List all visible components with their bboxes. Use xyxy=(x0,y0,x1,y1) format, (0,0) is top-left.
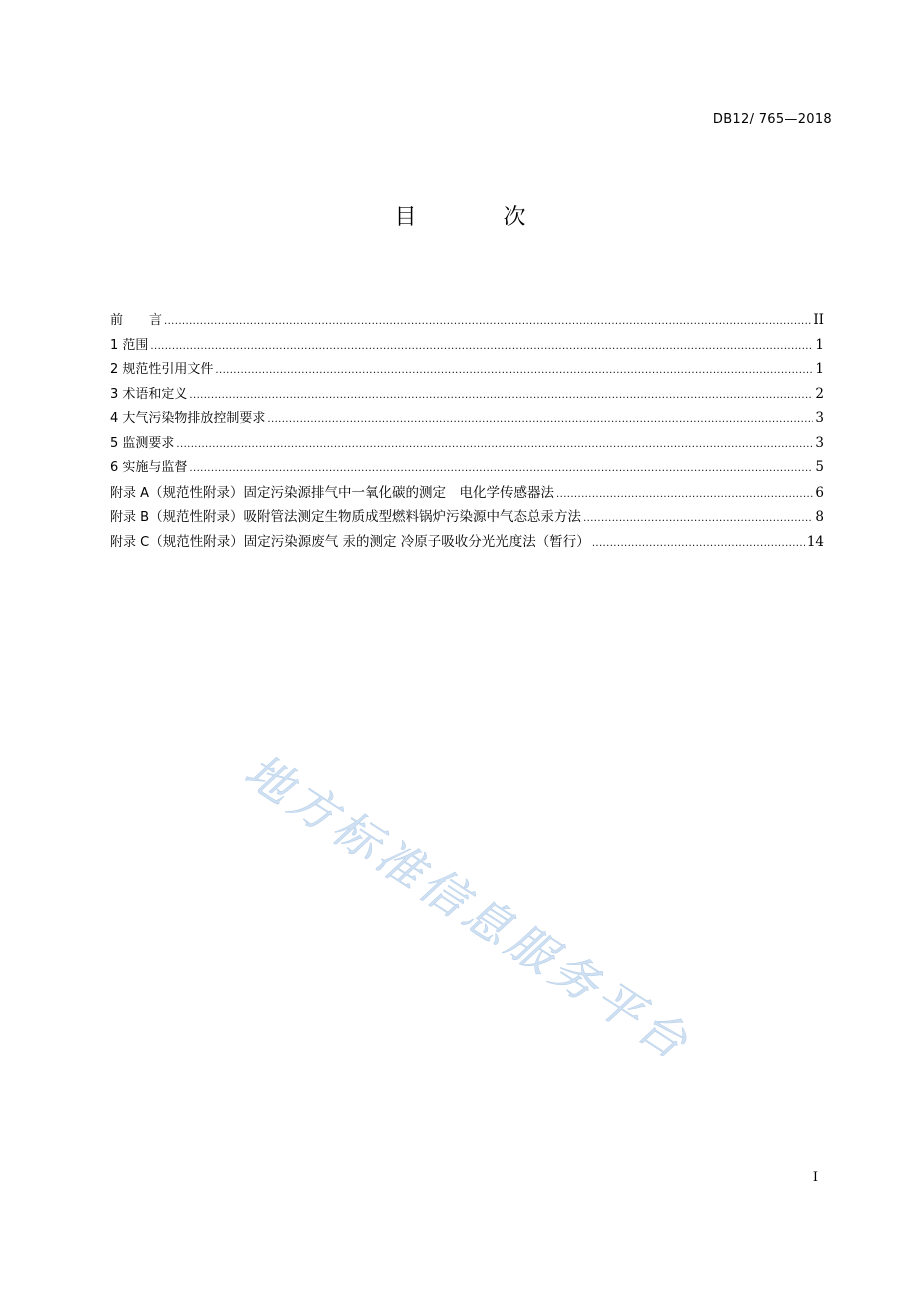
dot-leader xyxy=(189,390,813,401)
dot-leader xyxy=(150,341,813,352)
toc-entry-3[interactable] xyxy=(110,383,824,408)
toc-entry-label: 3 术语和定义 xyxy=(110,386,188,402)
toc-entry-label xyxy=(110,481,554,501)
toc-entry-label: 6 实施与监督 xyxy=(110,460,188,475)
appendix-title: （规范性附录）固定污染源废气 汞的测定 冷原子吸收分光光度法（暂行） xyxy=(149,533,590,550)
dot-leader xyxy=(556,489,813,500)
toc-entry-5[interactable] xyxy=(110,432,824,457)
appendix-id: 附录 C xyxy=(110,534,150,550)
toc-entry-label xyxy=(110,530,590,550)
toc-entry-page: 1 xyxy=(815,336,824,353)
toc-entry-label: 1 范围 xyxy=(110,337,149,353)
toc-entry-preface[interactable] xyxy=(110,309,824,334)
toc-entry-4[interactable] xyxy=(110,407,824,432)
toc-entry-appendix-a[interactable] xyxy=(110,481,824,506)
dot-leader xyxy=(583,513,813,524)
appendix-id: 附录 A xyxy=(110,485,150,501)
toc-entry-6[interactable] xyxy=(110,456,824,481)
watermark: 地方标准信息服务平台 xyxy=(235,743,702,1072)
toc-entry-label: 前 言 xyxy=(110,313,163,328)
toc-entry-label: 2 规范性引用文件 xyxy=(110,362,214,377)
toc-entry-page: 14 xyxy=(806,533,824,550)
toc-entry-page: 1 xyxy=(815,361,824,377)
standard-code: DB12/ 765—2018 xyxy=(712,112,832,127)
toc-entry-page: 3 xyxy=(815,410,824,426)
toc-entry-page: 5 xyxy=(815,459,824,475)
toc-entry-page: II xyxy=(813,312,824,328)
toc-entry-1[interactable] xyxy=(110,334,824,359)
toc-entry-page: 6 xyxy=(815,484,824,501)
dot-leader xyxy=(176,439,813,450)
dot-leader xyxy=(267,414,813,425)
toc-entry-label: 5 监测要求 xyxy=(110,435,175,451)
toc-entry-appendix-b[interactable] xyxy=(110,505,824,530)
toc-entry-2[interactable] xyxy=(110,358,824,383)
toc-entry-label xyxy=(110,505,581,525)
toc-entry-label: 4 大气污染物排放控制要求 xyxy=(110,411,266,426)
toc-entry-appendix-c[interactable] xyxy=(110,530,824,555)
dot-leader xyxy=(164,316,811,327)
appendix-title: （规范性附录）固定污染源排气中一氧化碳的测定 电化学传感器法 xyxy=(149,484,555,501)
dot-leader xyxy=(189,463,813,474)
toc-title: 目 次 xyxy=(394,205,566,230)
toc-entry-page: 8 xyxy=(815,509,824,525)
appendix-title: （规范性附录）吸附管法测定生物质成型燃料锅炉污染源中气态总汞方法 xyxy=(149,509,582,525)
page-number: I xyxy=(812,1170,818,1185)
table-of-contents xyxy=(110,309,824,554)
toc-entry-page: 3 xyxy=(815,434,824,451)
appendix-id: 附录 B xyxy=(110,510,150,525)
dot-leader xyxy=(592,538,805,549)
toc-entry-page: 2 xyxy=(815,385,824,402)
dot-leader xyxy=(215,365,813,376)
